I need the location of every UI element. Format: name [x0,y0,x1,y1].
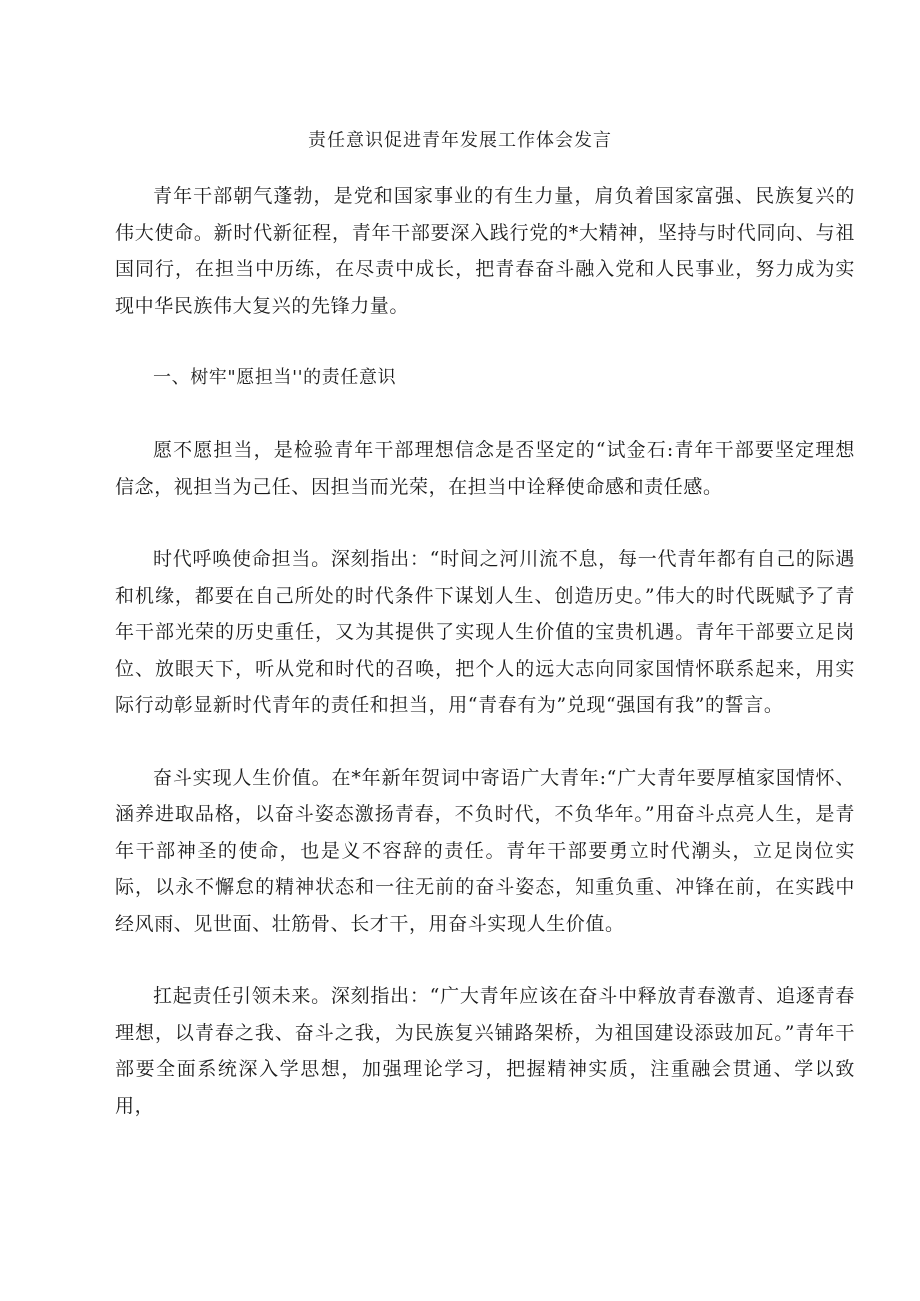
paragraph-era: 时代呼唤使命担当。深刻指出：“时间之河川流不息，每一代青年都有自己的际遇和机缘，都要在自己所处的时代条件下谋划人生、创造历史。”伟大的时代既赋予了青年干部光荣的历史重任，又为其提供了实现人生价值的宝贵机遇。青年干部要立足岗位、放眼天下，听从党和时代的召唤，把个人的远大志向同家国情怀联系起来，用实际行动彰显新时代青年的责任和担当，用“青春有为”兑现“强国有我”的誓言。 [115,548,855,716]
paragraph-responsibility: 扛起责任引领未来。深刻指出：“广大青年应该在奋斗中释放青春激青、追逐青春理想，以青春之我、奋斗之我，为民族复兴铺路架桥，为祖国建设添豉加瓦。”青年干部要全面系统深入学思想，加强理论学习，把握精神实质，注重融会贯通、学以致用， [115,985,855,1117]
paragraph-willing: 愿不愿担当，是检验青年干部理想信念是否坚定的“试金石:青年干部要坚定理想信念，视担当为己任、因担当而光荣，在担当中诠释使命感和责任感。 [115,439,855,498]
paragraph-intro: 青年干部朝气蓬勃，是党和国家事业的有生力量，肩负着国家富强、民族复兴的伟大使命。新时代新征程，青年干部要深入践行党的*大精神，坚持与时代同向、与祖国同行，在担当中历练，在尽责中成长，把青春奋斗融入党和人民事业，努力成为实现中华民族伟大复兴的先锋力量。 [115,185,855,317]
paragraph-gap [115,724,855,760]
paragraph-struggle: 奋斗实现人生价值。在*年新年贺词中寄语广大青年:“广大青年要厚植家国情怀、涵养进取品格，以奋斗姿态激扬青春，不负时代，不负华年。”用奋斗点亮人生，是青年干部神圣的使命，也是义不容辞的责任。青年干部要勇立时代潮头，立足岗位实际，以永不懈怠的精神状态和一往无前的奋斗姿态，知重负重、冲锋在前，在实践中经风雨、见世面、壮筋骨、长才干，用奋斗实现人生价值。 [115,766,855,935]
paragraph-gap [115,505,855,541]
paragraph-gap [115,324,855,360]
document-title: 责任意识促进青年发展工作体会发言 [308,130,612,151]
paragraph-gap [115,942,855,978]
section-heading-1: 一、树牢"愿担当''的责任意识 [153,367,397,388]
paragraph-gap [115,396,855,432]
document-body [115,178,855,1124]
